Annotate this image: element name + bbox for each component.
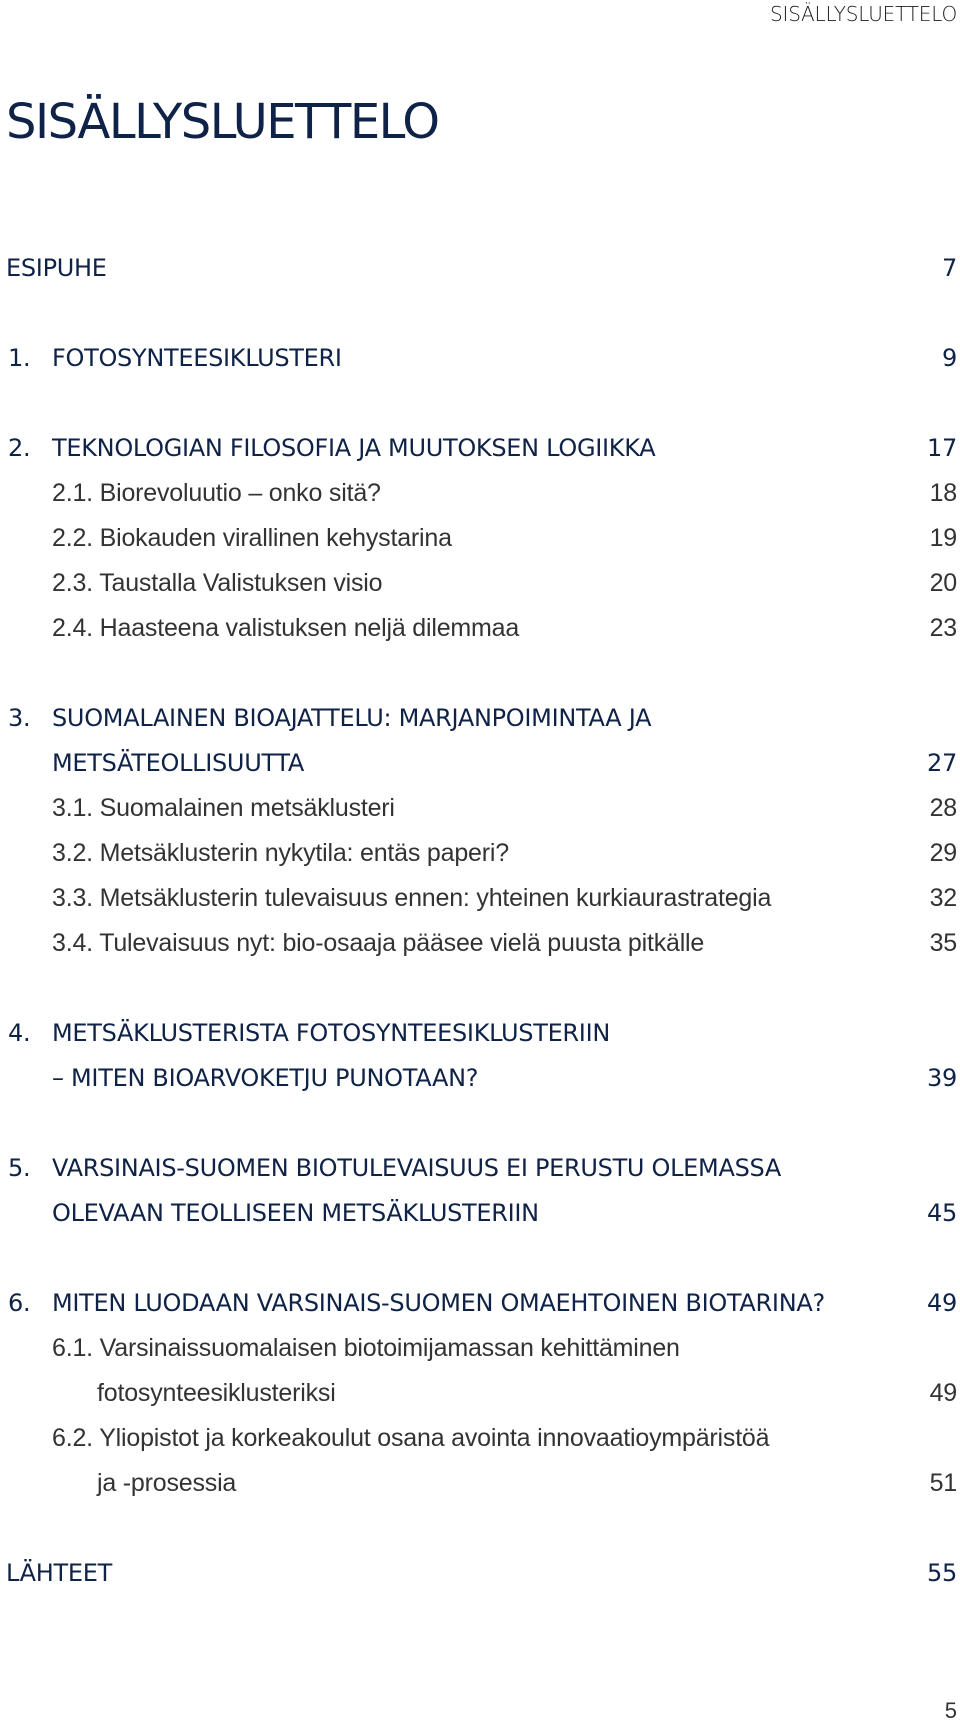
toc-entry-text-line-1: VARSINAIS-SUOMEN BIOTULEVAISUUS EI PERUSTU OLEMASSA	[52, 1154, 782, 1182]
toc-entry-section-3-3[interactable]	[0, 876, 960, 921]
toc-entry-page: 32	[929, 884, 957, 912]
toc-entry-page: 55	[927, 1559, 957, 1587]
toc-entry-number: 1.	[8, 344, 31, 372]
toc-entry-text-line-2: OLEVAAN TEOLLISEEN METSÄKLUSTERIIN	[52, 1199, 539, 1227]
toc-entry-chapter-6[interactable]	[0, 1281, 960, 1326]
toc-entry-number: 2.	[8, 434, 31, 462]
toc-entry-page: 20	[929, 569, 957, 597]
toc-entry-page: 49	[927, 1289, 957, 1317]
toc-entry-section-6-2-continued[interactable]	[0, 1461, 960, 1506]
toc-entry-text-line-2: – MITEN BIOARVOKETJU PUNOTAAN?	[52, 1064, 479, 1092]
toc-entry-section-3-1[interactable]	[0, 786, 960, 831]
toc-entry-section-6-1-continued[interactable]	[0, 1371, 960, 1416]
toc-entry-number: 3.	[8, 704, 31, 732]
toc-entry-page: 18	[929, 479, 957, 507]
toc-entry-text-line-1: 6.1. Varsinaissuomalaisen biotoimijamassan kehittäminen	[52, 1334, 680, 1362]
toc-entry-text: LÄHTEET	[6, 1559, 112, 1587]
toc-entry-esipuhe[interactable]	[0, 246, 960, 291]
toc-entry-page: 7	[942, 254, 957, 282]
toc-entry-text: 3.2. Metsäklusterin nykytila: entäs paperi?	[52, 839, 509, 867]
page-number: 5	[944, 1698, 957, 1723]
toc-entry-section-2-1[interactable]	[0, 471, 960, 516]
toc-entry-page: 39	[927, 1064, 957, 1092]
toc-entry-text-line-2: ja -prosessia	[97, 1469, 237, 1497]
toc-entry-page: 51	[929, 1469, 957, 1497]
toc-entry-text: 2.1. Biorevoluutio – onko sitä?	[52, 479, 381, 507]
toc-entry-text: 3.4. Tulevaisuus nyt: bio-osaaja pääsee vielä puusta pitkälle	[52, 929, 705, 957]
toc-entry-section-2-4[interactable]	[0, 606, 960, 651]
toc-entry-page: 49	[929, 1379, 957, 1407]
toc-entry-text: 2.3. Taustalla Valistuksen visio	[52, 569, 383, 597]
toc-entry-text: 3.3. Metsäklusterin tulevaisuus ennen: yhteinen kurkiaurastrategia	[52, 884, 772, 912]
toc-entry-chapter-3[interactable]	[0, 696, 960, 741]
toc-entry-text: 3.1. Suomalainen metsäklusteri	[52, 794, 395, 822]
toc-entry-text-line-2: fotosynteesiklusteriksi	[97, 1379, 336, 1407]
toc-entry-page: 9	[942, 344, 957, 372]
toc-entry-chapter-2[interactable]	[0, 426, 960, 471]
toc-entry-page: 29	[929, 839, 957, 867]
toc-entry-section-3-2[interactable]	[0, 831, 960, 876]
running-head: SISÄLLYSLUETTELO	[770, 2, 957, 26]
toc-entry-page: 27	[927, 749, 957, 777]
toc-entry-page: 23	[929, 614, 957, 642]
toc-entry-section-6-2[interactable]	[0, 1416, 960, 1461]
toc-entry-page: 19	[929, 524, 957, 552]
toc-entry-text: ESIPUHE	[6, 254, 107, 282]
toc-entry-text: TEKNOLOGIAN FILOSOFIA JA MUUTOKSEN LOGIIKKA	[52, 434, 656, 462]
toc-entry-number: 5.	[8, 1154, 31, 1182]
toc-entry-page: 17	[927, 434, 957, 462]
toc-entry-chapter-3-continued[interactable]	[0, 741, 960, 786]
toc-entry-chapter-5[interactable]	[0, 1146, 960, 1191]
toc-entry-text: 2.4. Haasteena valistuksen neljä dilemmaa	[52, 614, 520, 642]
toc-entry-text-line-2: METSÄTEOLLISUUTTA	[52, 749, 305, 777]
toc-entry-text-line-1: SUOMALAINEN BIOAJATTELU: MARJANPOIMINTAA JA	[52, 704, 652, 732]
toc-entry-chapter-5-continued[interactable]	[0, 1191, 960, 1236]
toc-entry-section-6-1[interactable]	[0, 1326, 960, 1371]
toc-entry-section-3-4[interactable]	[0, 921, 960, 966]
toc-entry-text: MITEN LUODAAN VARSINAIS-SUOMEN OMAEHTOINEN BIOTARINA?	[52, 1289, 825, 1317]
toc-entry-text: 2.2. Biokauden virallinen kehystarina	[52, 524, 452, 552]
toc-entry-text: FOTOSYNTEESIKLUSTERI	[52, 344, 342, 372]
toc-entry-text-line-1: 6.2. Yliopistot ja korkeakoulut osana avointa innovaatioympäristöä	[52, 1424, 770, 1452]
toc-entry-number: 6.	[8, 1289, 31, 1317]
toc-entry-section-2-3[interactable]	[0, 561, 960, 606]
page-title: SISÄLLYSLUETTELO	[6, 94, 439, 150]
toc-entry-number: 4.	[8, 1019, 31, 1047]
toc-entry-text-line-1: METSÄKLUSTERISTA FOTOSYNTEESIKLUSTERIIN	[52, 1019, 611, 1047]
toc-entry-chapter-4-continued[interactable]	[0, 1056, 960, 1101]
toc-entry-page: 35	[929, 929, 957, 957]
toc-entry-page: 28	[929, 794, 957, 822]
toc-entry-chapter-4[interactable]	[0, 1011, 960, 1056]
toc-entry-section-2-2[interactable]	[0, 516, 960, 561]
toc-entry-page: 45	[927, 1199, 957, 1227]
toc-entry-lahteet[interactable]	[0, 1551, 960, 1596]
toc-entry-chapter-1[interactable]	[0, 336, 960, 381]
